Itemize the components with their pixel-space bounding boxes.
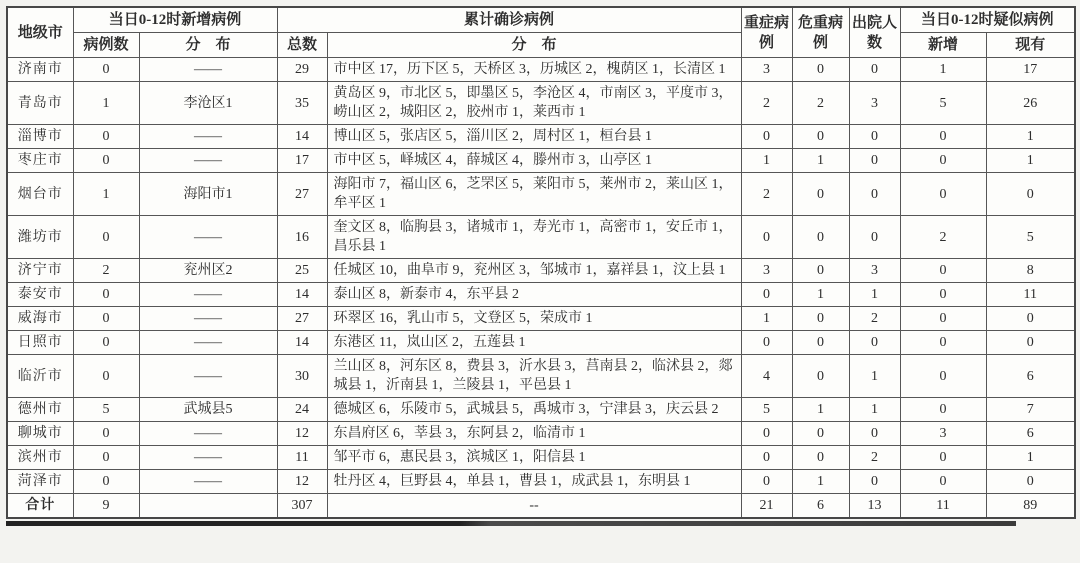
total-severe-count: 21	[741, 494, 792, 519]
critical-count: 0	[792, 446, 849, 470]
city-name: 烟台市	[7, 173, 73, 216]
city-name: 日照市	[7, 331, 73, 355]
suspected-new-count: 0	[900, 259, 986, 283]
severe-count: 0	[741, 331, 792, 355]
critical-count: 0	[792, 331, 849, 355]
new-case-count: 5	[73, 398, 139, 422]
cumulative-total: 14	[277, 283, 327, 307]
severe-count: 0	[741, 470, 792, 494]
new-case-distribution: ——	[139, 422, 277, 446]
discharged-count: 1	[849, 355, 900, 398]
critical-count: 0	[792, 307, 849, 331]
total-label: 合计	[7, 494, 73, 519]
new-case-count: 0	[73, 125, 139, 149]
suspected-existing-count: 0	[986, 173, 1075, 216]
suspected-new-count: 0	[900, 470, 986, 494]
header-new-count: 病例数	[73, 33, 139, 58]
new-case-count: 0	[73, 58, 139, 82]
city-name: 聊城市	[7, 422, 73, 446]
table-row	[7, 422, 1075, 446]
severe-count: 0	[741, 446, 792, 470]
table-row	[7, 283, 1075, 307]
header-critical: 危重病例	[792, 7, 849, 58]
new-case-distribution: ——	[139, 283, 277, 307]
header-suspected-existing: 现有	[986, 33, 1075, 58]
cumulative-distribution: 任城区 10，曲阜市 9，兖州区 3，邹城市 1，嘉祥县 1，汶上县 1	[327, 259, 741, 283]
table-row	[7, 216, 1075, 259]
cumulative-distribution: 德城区 6，乐陵市 5，武城县 5，禹城市 3，宁津县 3，庆云县 2	[327, 398, 741, 422]
cumulative-distribution: 牡丹区 4，巨野县 4，单县 1，曹县 1，成武县 1，东明县 1	[327, 470, 741, 494]
severe-count: 2	[741, 173, 792, 216]
total-cumulative-total: 307	[277, 494, 327, 519]
discharged-count: 3	[849, 82, 900, 125]
suspected-existing-count: 0	[986, 331, 1075, 355]
city-name: 济宁市	[7, 259, 73, 283]
new-case-distribution: ——	[139, 125, 277, 149]
cumulative-total: 11	[277, 446, 327, 470]
header-row-groups	[7, 7, 1075, 33]
cumulative-total: 16	[277, 216, 327, 259]
table-body	[7, 58, 1075, 519]
suspected-new-count: 3	[900, 422, 986, 446]
new-case-distribution: 武城县5	[139, 398, 277, 422]
suspected-existing-count: 1	[986, 125, 1075, 149]
suspected-new-count: 0	[900, 307, 986, 331]
cumulative-distribution: 邹平市 6，惠民县 3，滨城区 1，阳信县 1	[327, 446, 741, 470]
new-case-distribution: ——	[139, 355, 277, 398]
discharged-count: 0	[849, 58, 900, 82]
cumulative-total: 14	[277, 331, 327, 355]
discharged-count: 0	[849, 149, 900, 173]
severe-count: 3	[741, 259, 792, 283]
critical-count: 2	[792, 82, 849, 125]
severe-count: 5	[741, 398, 792, 422]
critical-count: 0	[792, 259, 849, 283]
new-case-count: 0	[73, 149, 139, 173]
city-name: 泰安市	[7, 283, 73, 307]
suspected-new-count: 0	[900, 398, 986, 422]
new-case-count: 0	[73, 331, 139, 355]
new-case-count: 0	[73, 283, 139, 307]
critical-count: 1	[792, 398, 849, 422]
suspected-existing-count: 8	[986, 259, 1075, 283]
total-suspected-existing-count: 89	[986, 494, 1075, 519]
cumulative-total: 12	[277, 470, 327, 494]
table-row	[7, 398, 1075, 422]
header-cumulative-group: 累计确诊病例	[277, 7, 741, 33]
critical-count: 1	[792, 470, 849, 494]
cumulative-distribution: 东昌府区 6，莘县 3，东阿县 2，临清市 1	[327, 422, 741, 446]
severe-count: 2	[741, 82, 792, 125]
cumulative-distribution: 市中区 17，历下区 5，天桥区 3，历城区 2，槐荫区 1，长清区 1	[327, 58, 741, 82]
new-case-count: 0	[73, 446, 139, 470]
new-case-count: 0	[73, 422, 139, 446]
cumulative-total: 35	[277, 82, 327, 125]
city-name: 滨州市	[7, 446, 73, 470]
table-header	[7, 7, 1075, 58]
suspected-new-count: 5	[900, 82, 986, 125]
total-new-case-distribution	[139, 494, 277, 519]
table-row	[7, 149, 1075, 173]
city-name: 枣庄市	[7, 149, 73, 173]
discharged-count: 1	[849, 283, 900, 307]
new-case-count: 0	[73, 216, 139, 259]
table-row	[7, 58, 1075, 82]
suspected-existing-count: 5	[986, 216, 1075, 259]
suspected-existing-count: 0	[986, 307, 1075, 331]
table-row	[7, 125, 1075, 149]
suspected-new-count: 0	[900, 149, 986, 173]
discharged-count: 0	[849, 216, 900, 259]
suspected-existing-count: 1	[986, 149, 1075, 173]
suspected-new-count: 0	[900, 125, 986, 149]
cumulative-total: 25	[277, 259, 327, 283]
suspected-existing-count: 1	[986, 446, 1075, 470]
cumulative-distribution: 市中区 5，峄城区 4，薛城区 4，滕州市 3，山亭区 1	[327, 149, 741, 173]
severe-count: 0	[741, 216, 792, 259]
new-case-count: 0	[73, 307, 139, 331]
severe-count: 3	[741, 58, 792, 82]
cumulative-total: 30	[277, 355, 327, 398]
header-row-sub	[7, 33, 1075, 58]
new-case-distribution: 李沧区1	[139, 82, 277, 125]
cumulative-total: 17	[277, 149, 327, 173]
cumulative-distribution: 东港区 11，岚山区 2，五莲县 1	[327, 331, 741, 355]
cumulative-distribution: 黄岛区 9，市北区 5，即墨区 5，李沧区 4，市南区 3，平度市 3，崂山区 2，城阳区 2，胶州市 1，莱西市 1	[327, 82, 741, 125]
table-row	[7, 470, 1075, 494]
new-case-distribution: 海阳市1	[139, 173, 277, 216]
suspected-new-count: 1	[900, 58, 986, 82]
cumulative-total: 14	[277, 125, 327, 149]
discharged-count: 0	[849, 331, 900, 355]
total-critical-count: 6	[792, 494, 849, 519]
suspected-existing-count: 11	[986, 283, 1075, 307]
critical-count: 0	[792, 216, 849, 259]
cumulative-distribution: 博山区 5，张店区 5，淄川区 2，周村区 1，桓台县 1	[327, 125, 741, 149]
city-name: 潍坊市	[7, 216, 73, 259]
critical-count: 0	[792, 355, 849, 398]
city-name: 青岛市	[7, 82, 73, 125]
header-severe: 重症病例	[741, 7, 792, 58]
cumulative-total: 27	[277, 173, 327, 216]
new-case-distribution: ——	[139, 216, 277, 259]
discharged-count: 0	[849, 125, 900, 149]
cumulative-distribution: 环翠区 16，乳山市 5，文登区 5，荣成市 1	[327, 307, 741, 331]
severe-count: 0	[741, 422, 792, 446]
cumulative-distribution: 泰山区 8，新泰市 4，东平县 2	[327, 283, 741, 307]
discharged-count: 2	[849, 307, 900, 331]
cumulative-total: 24	[277, 398, 327, 422]
city-name: 威海市	[7, 307, 73, 331]
severe-count: 0	[741, 283, 792, 307]
suspected-new-count: 2	[900, 216, 986, 259]
severe-count: 1	[741, 307, 792, 331]
suspected-new-count: 0	[900, 446, 986, 470]
scan-artifact-line	[6, 521, 1016, 526]
critical-count: 0	[792, 58, 849, 82]
city-name: 德州市	[7, 398, 73, 422]
total-discharged-count: 13	[849, 494, 900, 519]
cumulative-total: 12	[277, 422, 327, 446]
header-suspected-new: 新增	[900, 33, 986, 58]
city-name: 淄博市	[7, 125, 73, 149]
table-row	[7, 355, 1075, 398]
new-case-distribution: ——	[139, 307, 277, 331]
critical-count: 1	[792, 283, 849, 307]
city-name: 菏泽市	[7, 470, 73, 494]
suspected-new-count: 0	[900, 331, 986, 355]
suspected-new-count: 0	[900, 173, 986, 216]
critical-count: 0	[792, 422, 849, 446]
discharged-count: 2	[849, 446, 900, 470]
suspected-new-count: 0	[900, 283, 986, 307]
critical-count: 1	[792, 149, 849, 173]
header-total: 总数	[277, 33, 327, 58]
severe-count: 4	[741, 355, 792, 398]
new-case-distribution: ——	[139, 446, 277, 470]
total-cumulative-distribution: --	[327, 494, 741, 519]
suspected-existing-count: 7	[986, 398, 1075, 422]
table-row	[7, 331, 1075, 355]
covid-cases-by-city-table	[6, 6, 1076, 519]
header-discharged: 出院人数	[849, 7, 900, 58]
cumulative-distribution: 奎文区 8，临朐县 3，诸城市 1，寿光市 1，高密市 1，安丘市 1，昌乐县 1	[327, 216, 741, 259]
table-row	[7, 307, 1075, 331]
new-case-distribution: ——	[139, 470, 277, 494]
new-case-distribution: ——	[139, 331, 277, 355]
new-case-count: 1	[73, 82, 139, 125]
city-name: 临沂市	[7, 355, 73, 398]
new-case-count: 2	[73, 259, 139, 283]
new-case-count: 0	[73, 355, 139, 398]
cumulative-total: 27	[277, 307, 327, 331]
suspected-existing-count: 6	[986, 355, 1075, 398]
suspected-existing-count: 0	[986, 470, 1075, 494]
critical-count: 0	[792, 125, 849, 149]
cumulative-distribution: 海阳市 7，福山区 6，芝罘区 5，莱阳市 5，莱州市 2，莱山区 1，牟平区 1	[327, 173, 741, 216]
discharged-count: 3	[849, 259, 900, 283]
total-new-case-count: 9	[73, 494, 139, 519]
table-row	[7, 259, 1075, 283]
discharged-count: 0	[849, 173, 900, 216]
total-suspected-new-count: 11	[900, 494, 986, 519]
header-total-dist: 分 布	[327, 33, 741, 58]
suspected-existing-count: 26	[986, 82, 1075, 125]
cumulative-distribution: 兰山区 8，河东区 8，费县 3，沂水县 3，莒南县 2，临沭县 2，郯城县 1，沂南县 1，兰陵县 1，平邑县 1	[327, 355, 741, 398]
new-case-count: 1	[73, 173, 139, 216]
suspected-existing-count: 6	[986, 422, 1075, 446]
cumulative-total: 29	[277, 58, 327, 82]
severe-count: 0	[741, 125, 792, 149]
table-row	[7, 82, 1075, 125]
discharged-count: 1	[849, 398, 900, 422]
table-row	[7, 173, 1075, 216]
new-case-distribution: 兖州区2	[139, 259, 277, 283]
new-case-count: 0	[73, 470, 139, 494]
discharged-count: 0	[849, 470, 900, 494]
suspected-existing-count: 17	[986, 58, 1075, 82]
city-name: 济南市	[7, 58, 73, 82]
suspected-new-count: 0	[900, 355, 986, 398]
severe-count: 1	[741, 149, 792, 173]
header-city: 地级市	[7, 7, 73, 58]
header-new-cases-group: 当日0-12时新增病例	[73, 7, 277, 33]
table-row	[7, 446, 1075, 470]
table-total-row	[7, 494, 1075, 519]
header-new-dist: 分 布	[139, 33, 277, 58]
new-case-distribution: ——	[139, 58, 277, 82]
header-suspected-group: 当日0-12时疑似病例	[900, 7, 1075, 33]
discharged-count: 0	[849, 422, 900, 446]
critical-count: 0	[792, 173, 849, 216]
new-case-distribution: ——	[139, 149, 277, 173]
